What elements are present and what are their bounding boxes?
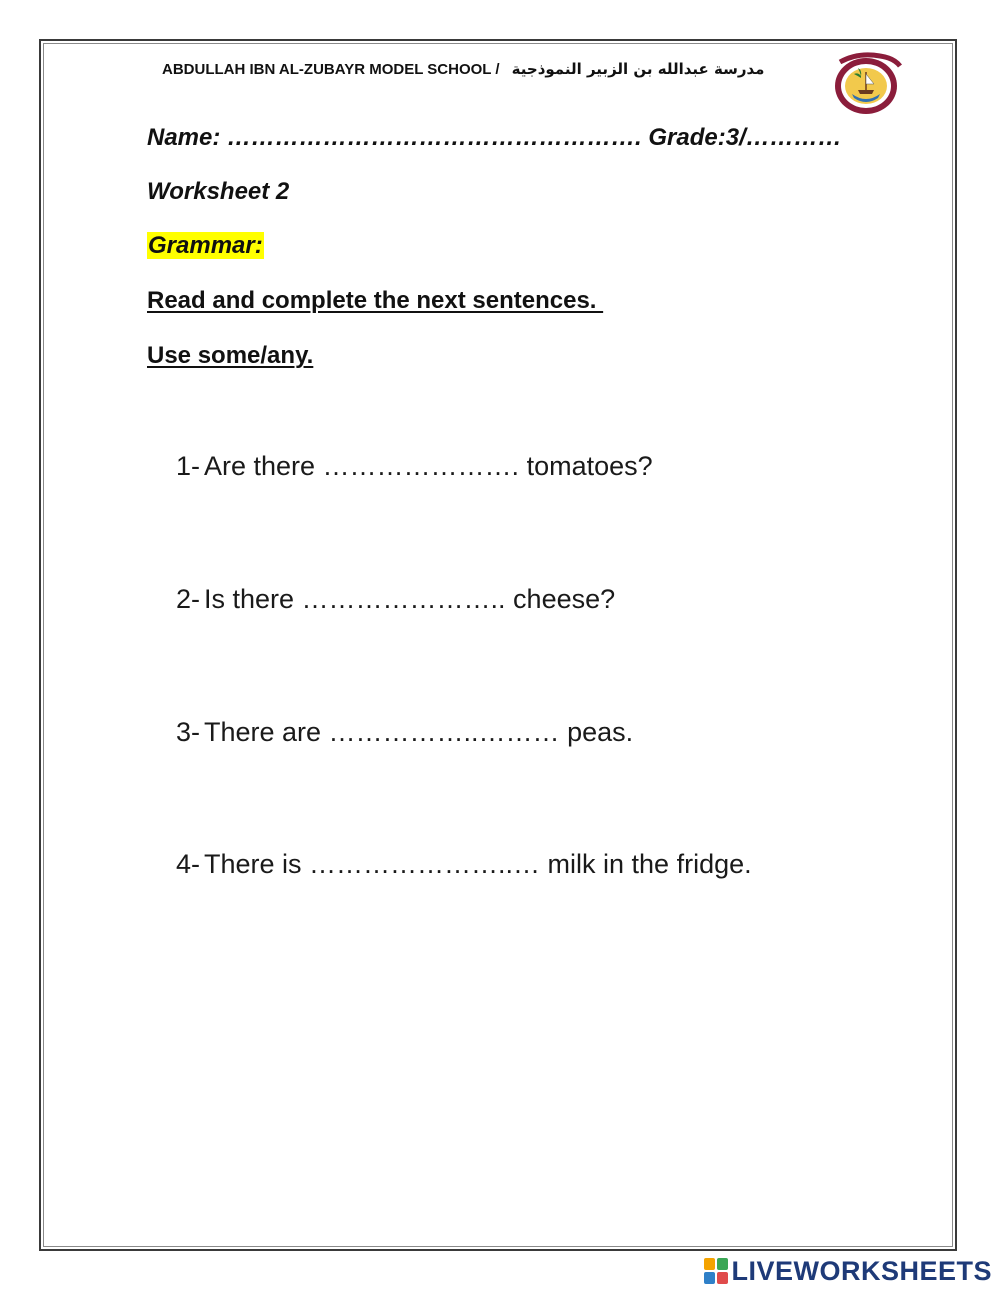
school-name-arabic: مدرسة عبدالله بن الزبير النموذجية [511, 60, 765, 78]
question-text[interactable]: There are ……………..……… peas. [204, 717, 634, 747]
question-text[interactable]: Are there …………………. tomatoes? [204, 451, 653, 481]
question-4 [176, 849, 752, 880]
ministry-logo-icon [828, 50, 908, 116]
question-2 [176, 584, 615, 615]
question-number: 3- [176, 717, 201, 747]
page-border-inner [43, 43, 953, 1247]
instruction-line-1: Read and complete the next sentences. [147, 287, 604, 314]
worksheet-title: Worksheet 2 [147, 178, 290, 205]
school-name-english: ABDULLAH IBN AL-ZUBAYR MODEL SCHOOL / [162, 61, 500, 78]
instruction-line-2: Use some/any. [147, 342, 314, 369]
question-text[interactable]: There is …………………..… milk in the fridge. [204, 849, 752, 879]
question-3 [176, 717, 633, 748]
liveworksheets-brand [704, 1255, 992, 1287]
question-text[interactable]: Is there ………………….. cheese? [204, 584, 616, 614]
liveworksheets-logo-icon [704, 1258, 728, 1284]
page-border [39, 39, 957, 1251]
name-grade-field[interactable]: Name: ……………………………………………. Grade:3/………… [147, 124, 842, 151]
brand-text: LIVEWORKSHEETS [731, 1255, 992, 1286]
question-number: 4- [176, 849, 201, 879]
grammar-highlight: Grammar: [148, 232, 263, 259]
school-header [162, 60, 764, 78]
question-number: 2- [176, 584, 201, 614]
question-number: 1- [176, 451, 201, 481]
section-label [147, 232, 264, 260]
question-1 [176, 451, 653, 482]
